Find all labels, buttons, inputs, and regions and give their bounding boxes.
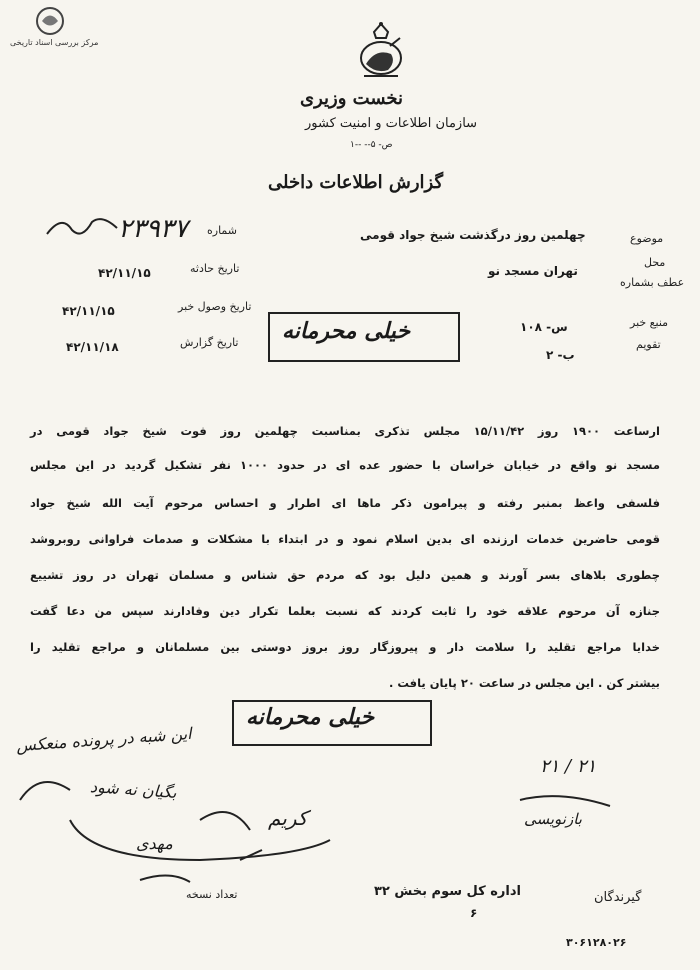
received-date-value: ۴۲/۱۱/۱۵ xyxy=(62,304,115,318)
initials: کریم xyxy=(268,806,308,830)
event-date-value: ۴۲/۱۱/۱۵ xyxy=(98,266,151,280)
classification-stamp-top-text: خیلی محرمانه xyxy=(282,318,411,344)
body-line-2: مسجد نو واقع در خیابان خراسان با حضور عده ای در حدود ۱۰۰۰ نفر تشکیل گردید در این مجلس xyxy=(30,458,660,472)
body-line-3: فلسفی واعظ بمنبر رفته و پیرامون ذکر ما‌ها ای اطرار و احساس مرحوم آیت الله شیخ جواد xyxy=(30,496,660,510)
location-value: تهران مسجد نو xyxy=(488,264,578,278)
rating-value: ب- ۲ xyxy=(546,348,575,362)
recipients-label: گیرندگان xyxy=(594,890,642,905)
right-signature-2: بازنویسی xyxy=(524,810,582,828)
received-date-label: تاریخ وصول خبر xyxy=(178,300,252,313)
attachment-label: عطف بشماره xyxy=(620,276,685,289)
margin-note-2: بگیان نه شود xyxy=(89,776,178,803)
report-date-label: تاریخ گزارش xyxy=(180,336,239,349)
department-title: سازمان اطلاعات و امنیت کشور xyxy=(305,116,478,131)
copies-label: تعداد نسخه xyxy=(186,888,238,901)
rating-label: تقویم xyxy=(636,338,661,351)
body-line-6: جنازه آن مرحوم علاقه خود را ثابت کردند که نسبت بعلما تکرار دین وفادارند سپس من دعا گفت xyxy=(30,604,660,618)
organization-title: نخست وزیری xyxy=(300,88,404,109)
location-label: محل xyxy=(644,256,666,269)
short-signature: مهدی xyxy=(136,834,173,853)
watermark-text: مرکز بررسی اسناد تاریخی xyxy=(10,38,99,47)
reference-number: ۳۰۶۱۲۸۰۲۶ xyxy=(566,936,627,949)
subject-value: چهلمین روز درگذشت شیخ جواد قومی xyxy=(360,228,586,242)
subject-label: موضوع xyxy=(630,232,664,245)
source-label: منبع خبر xyxy=(630,316,669,329)
body-line-1: ارساعت ۱۹۰۰ روز ۱۵/۱۱/۴۲ مجلس تذکری بمناسبت چهلمین روز فوت شیخ جواد قومی در xyxy=(30,424,660,438)
body-line-7: خدایا مراجع تقلید را سلامت دار و پیروزگار روز بروز دوستی بین مسلمانان و مراجع تقلید را xyxy=(30,640,660,654)
body-line-8: بیشتر کن . این مجلس در ساعت ۲۰ پایان یافت . xyxy=(389,676,660,690)
number-value: ۲۳۹۳۷ xyxy=(118,214,188,244)
classification-stamp-bottom-text: خیلی محرمانه xyxy=(246,704,375,730)
page-number: ۶ xyxy=(470,906,478,920)
body-line-5: چطوری بلاهای بسر آورند و همین دلیل بود که مردم حق شناس و مسلمان تهران در روز تشییع xyxy=(30,568,660,582)
source-value: س- ۱۰۸ xyxy=(520,320,568,334)
event-date-label: تاریخ حادثه xyxy=(190,262,240,275)
number-scribble xyxy=(42,212,122,242)
archive-logo-icon xyxy=(30,6,70,36)
imperial-emblem-icon xyxy=(346,18,416,88)
right-signature: ۲۱ / ۲۱ xyxy=(540,756,597,777)
body-line-4: قومی حاضرین خدمات ارزنده ای بدین اسلام نمود و در ابتداء با مشکلات و صدمات فراوانی روبروشد xyxy=(30,532,660,546)
department-line: اداره کل سوم بخش ۳۲ xyxy=(374,884,521,899)
report-date-value: ۴۲/۱۱/۱۸ xyxy=(66,340,119,354)
letterhead-code: ص- ۵-- --۱ xyxy=(350,140,393,150)
margin-note-1: این شبه در پرونده منعکس xyxy=(15,723,193,756)
number-label: شماره xyxy=(207,224,238,237)
report-type-heading: گزارش اطلاعات داخلی xyxy=(268,172,444,193)
